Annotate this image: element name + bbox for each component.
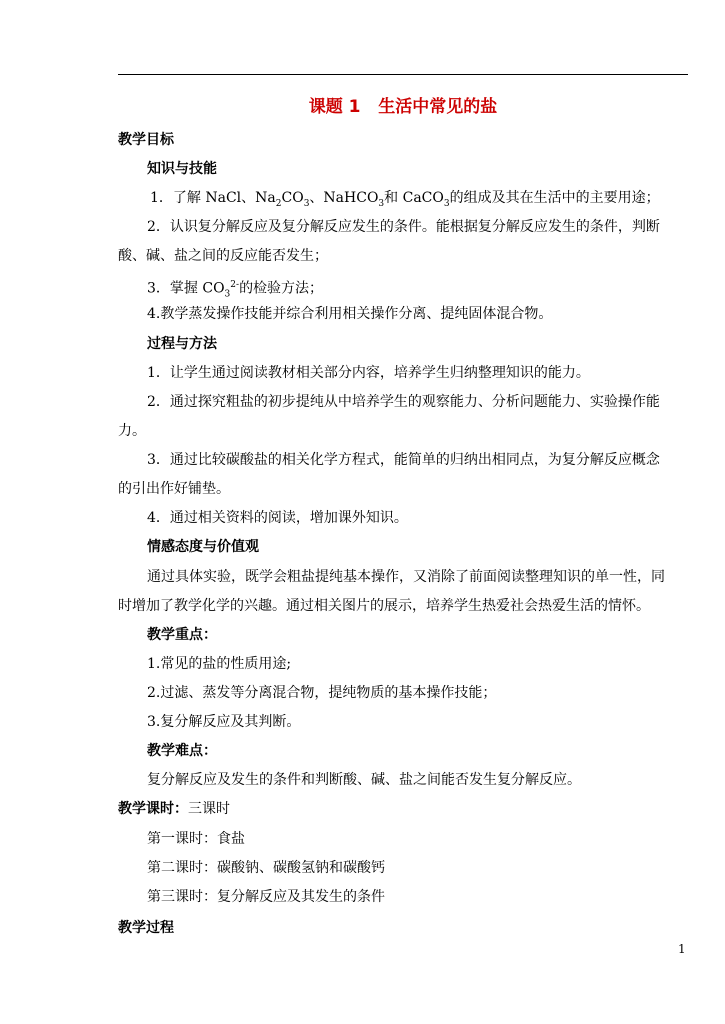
process-item-2a: 2．通过探究粗盐的初步提纯从中培养学生的观察能力、分析问题能力、实验操作能 xyxy=(147,394,660,410)
teaching-hours xyxy=(118,800,230,818)
knowledge-item-4: 4.教学蒸发操作技能并综合利用相关操作分离、提纯固体混合物。 xyxy=(147,306,553,322)
page-number: 1 xyxy=(678,942,686,956)
key-point-1: 1.常见的盐的性质用途; xyxy=(147,656,292,672)
section-heading-process: 教学过程 xyxy=(118,920,174,936)
knowledge-item-2a: 2．认识复分解反应及复分解反应发生的条件。能根据复分解反应发生的条件，判断 xyxy=(147,219,660,235)
knowledge-item-3: 3．掌握 $CO_3^{2-}$的检验方法； xyxy=(147,280,324,300)
knowledge-item-2b: 酸、碱、盐之间的反应能否发生； xyxy=(118,248,328,264)
process-item-1: 1．让学生通过阅读教材相关部分内容，培养学生归纳整理知识的能力。 xyxy=(147,365,590,381)
teaching-hours-label: 教学课时： xyxy=(118,801,188,817)
lesson-3: 第三课时：复分解反应及其发生的条件 xyxy=(147,889,385,905)
process-item-3a: 3．通过比较碳酸盐的相关化学方程式，能简单的归纳出相同点，为复分解反应概念 xyxy=(147,452,660,468)
teaching-hours-value: 三课时 xyxy=(188,801,230,817)
subheading-process: 过程与方法 xyxy=(147,336,217,352)
subheading-knowledge: 知识与技能 xyxy=(147,161,217,177)
subheading-attitude: 情感态度与价值观 xyxy=(147,539,259,555)
header-rule xyxy=(118,74,688,75)
attitude-text-a: 通过具体实验，既学会粗盐提纯基本操作，又消除了前面阅读整理知识的单一性，同 xyxy=(147,569,665,585)
process-item-4: 4．通过相关资料的阅读，增加课外知识。 xyxy=(147,510,408,526)
knowledge-item-1: 1．了解 NaCl、$Na_2CO_3$、NaHCO$_3$和 CaCO$_3$的组成及其在生活中的主要用途； xyxy=(150,190,660,209)
process-item-2b: 力。 xyxy=(118,423,146,439)
difficult-points-text: 复分解反应及发生的条件和判断酸、碱、盐之间能否发生复分解反应。 xyxy=(147,772,581,788)
subheading-difficult-points: 教学难点： xyxy=(147,743,217,759)
process-item-3b: 的引出作好铺垫。 xyxy=(118,481,230,497)
section-heading-goals: 教学目标 xyxy=(118,132,174,148)
page-title: 课题 1 生活中常见的盐 xyxy=(308,97,498,117)
lesson-1: 第一课时：食盐 xyxy=(147,831,245,847)
lesson-2: 第二课时：碳酸钠、碳酸氢钠和碳酸钙 xyxy=(147,860,385,876)
key-point-3: 3.复分解反应及其判断。 xyxy=(147,714,301,730)
key-point-2: 2.过滤、蒸发等分离混合物，提纯物质的基本操作技能； xyxy=(147,685,497,701)
attitude-text-b: 时增加了教学化学的兴趣。通过相关图片的展示，培养学生热爱社会热爱生活的情怀。 xyxy=(118,598,650,614)
subheading-key-points: 教学重点： xyxy=(147,627,217,643)
